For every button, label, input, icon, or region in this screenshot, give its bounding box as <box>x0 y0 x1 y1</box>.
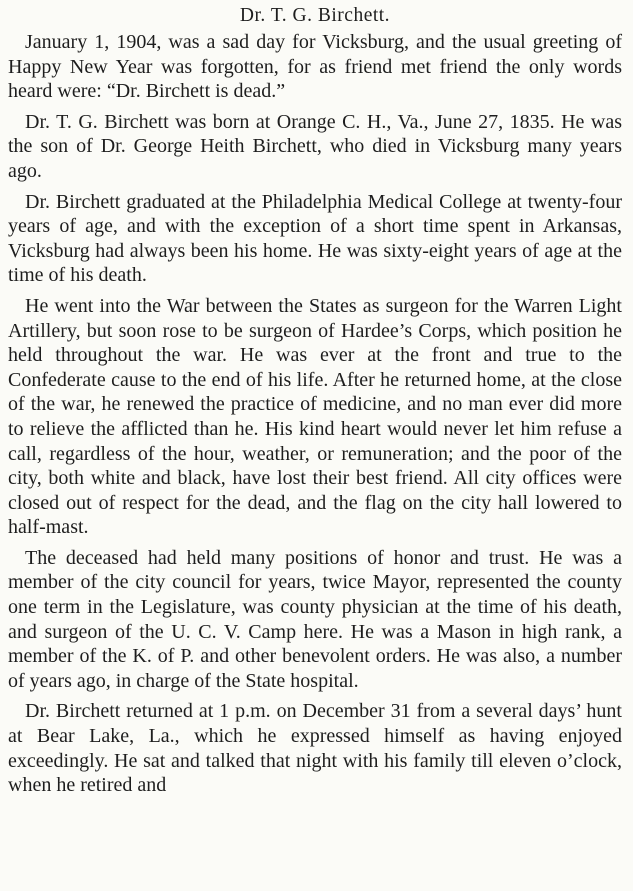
paragraph: Dr. T. G. Birchett was born at Orange C. H., Va., June 27, 1835. He was the son of Dr. George Heith Birchett, who died in Vicksburg many years ago. <box>8 110 622 182</box>
paragraph: He went into the War between the States as surgeon for the Warren Light Artillery, but soon rose to be surgeon of Hardee’s Corps, which position he held throughout the war. He was ever at the front and true to the Confederate cause to the end of his life. After he returned home, at the close of the war, he renewed the practice of medicine, and no man ever did more to relieve the afflicted than he. His kind heart would never let him refuse a call, regardless of the hour, weather, or remuneration; and the poor of the city, both white and black, have lost their best friend. All city offices were closed out of respect for the dead, and the flag on the city hall lowered to half-mast. <box>8 294 622 539</box>
paragraph: The deceased had held many positions of honor and trust. He was a member of the city council for years, twice Mayor, represented the county one term in the Legislature, was county physician at the time of his death, and surgeon of the U. C. V. Camp here. He was a Mason in high rank, a member of the K. of P. and other benevolent orders. He was also, a number of years ago, in charge of the State hospital. <box>8 546 622 692</box>
paragraph: January 1, 1904, was a sad day for Vicksburg, and the usual greeting of Happy New Year was forgotten, for as friend met friend the only words heard were: “Dr. Birchett is dead.” <box>8 31 622 103</box>
article <box>8 4 622 798</box>
paragraph: Dr. Birchett graduated at the Philadelphia Medical College at twenty-four years of age, and with the exception of a short time spent in Arkansas, Vicksburg had always been his home. He was sixty-eight years of age at the time of his death. <box>8 190 622 287</box>
article-title: Dr. T. G. Birchett. <box>239 5 391 26</box>
paragraph: Dr. Birchett returned at 1 p.m. on December 31 from a several days’ hunt at Bear Lake, La., which he expressed himself as having enjoyed exceedingly. He sat and talked that night with his family till eleven o’clock, when he retired and <box>8 700 622 797</box>
